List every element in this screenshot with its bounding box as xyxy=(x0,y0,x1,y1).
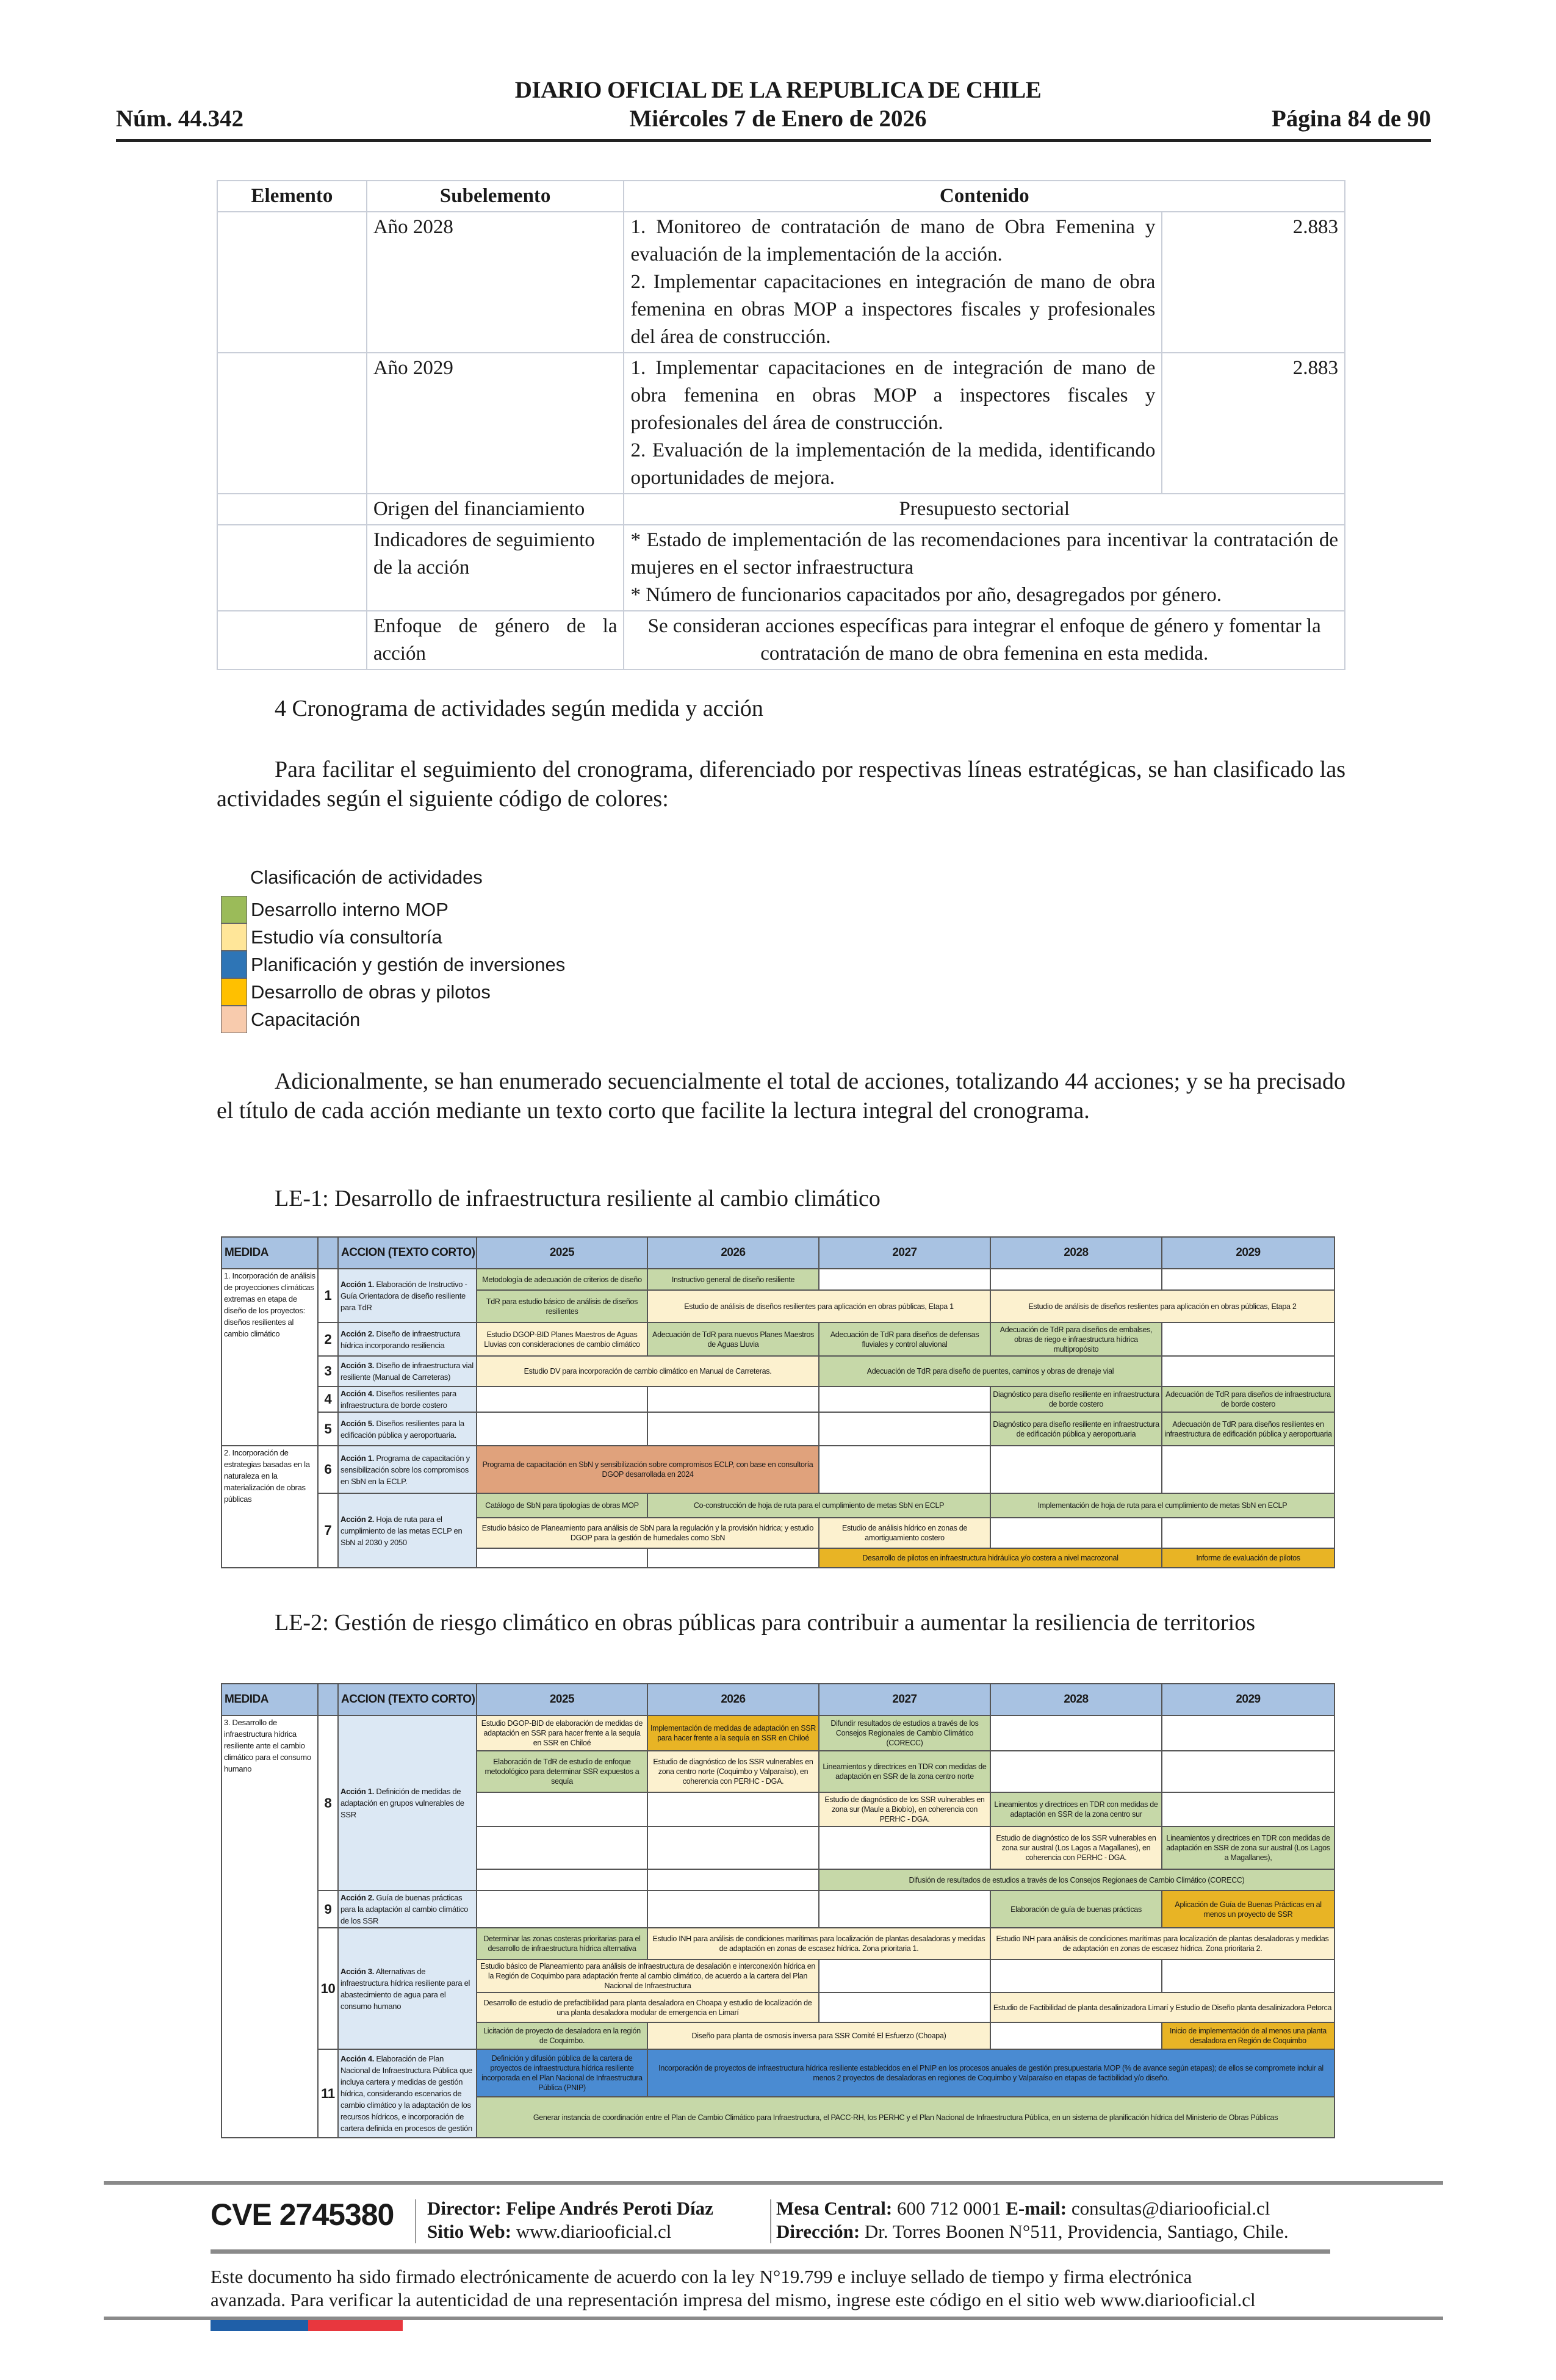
schedule-row xyxy=(222,1387,1334,1412)
col-subelemento: Subelemento xyxy=(367,181,624,212)
activity-cell: Elaboración de guía de buenas prácticas xyxy=(990,1891,1162,1928)
col-year: 2028 xyxy=(990,1237,1162,1269)
schedule-row xyxy=(222,2049,1334,2097)
color-swatch xyxy=(221,978,247,1006)
flag-red-stripe xyxy=(308,2320,403,2331)
activity-cell: Lineamientos y directrices en TDR con medidas de adaptación en SSR de la zona centro sur xyxy=(990,1792,1162,1826)
legend-item xyxy=(221,951,565,978)
phone: 600 712 0001 xyxy=(897,2198,1001,2219)
table-row xyxy=(217,212,1345,353)
address: Dr. Torres Boonen N°511, Providencia, Santiago, Chile. xyxy=(864,2221,1289,2242)
action-text: Hoja de ruta para el cumplimiento de las metas ECLP en SbN al 2030 y 2050 xyxy=(340,1514,463,1547)
medida-cell: 2. Incorporación de estrategias basadas en la naturaleza en la materialización de obras públicas xyxy=(222,1446,318,1568)
header-rule xyxy=(116,139,1431,142)
content-item: 1. Monitoreo de contratación de mano de Obra Femenina y evaluación de la implementación de la acción. xyxy=(630,216,1156,265)
action-text: Definición de medidas de adaptación en grupos vulnerables de SSR xyxy=(340,1787,464,1819)
empty-cell xyxy=(990,2022,1162,2049)
content-item: 1. Implementar capacitaciones en de integración de mano de obra femenina en obras MOP a inspectores fiscales y profesionales del área de construcción. xyxy=(630,357,1156,434)
activity-cell: Definición y difusión pública de la cartera de proyectos de infraestructura hídrica resiliente incorporada en el Plan Nacional de Infraestructura Pública (PNIP) xyxy=(477,2049,647,2097)
empty-cell xyxy=(990,1269,1162,1290)
activity-cell: Estudio de diagnóstico de los SSR vulnerables en zona sur (Maule a Biobío), en coherencia con PERHC - DGA. xyxy=(819,1792,990,1826)
contact-line: Mesa Central: 600 712 0001 E-mail: consultas@diariooficial.cl xyxy=(776,2198,1270,2219)
activity-cell: Lineamientos y directrices en TDR con medidas de adaptación en SSR de zona sur austral (Los Lagos a Magallanes), xyxy=(1162,1826,1334,1869)
content-value: Presupuesto sectorial xyxy=(624,494,1345,525)
action-label: Acción 1. xyxy=(340,1279,375,1289)
empty-cell xyxy=(819,1992,990,2022)
action-number: 1 xyxy=(318,1269,338,1322)
activity-cell: Licitación de proyecto de desaladora en la región de Coquimbo. xyxy=(477,2022,647,2049)
table-header-row xyxy=(222,1237,1334,1269)
medida-cell: 3. Desarrollo de infraestructura hídrica resiliente ante el cambio climático para el consumo humano xyxy=(222,1715,318,2138)
action-label: Acción 1. xyxy=(340,1787,375,1796)
col-year: 2029 xyxy=(1162,1684,1334,1715)
action-number: 8 xyxy=(318,1715,338,1891)
col-accion: ACCION (TEXTO CORTO) xyxy=(338,1237,477,1269)
empty-cell xyxy=(477,1891,647,1928)
activity-cell: Informe de evaluación de pilotos xyxy=(1162,1548,1334,1568)
action-cell xyxy=(338,1446,477,1493)
col-year: 2029 xyxy=(1162,1237,1334,1269)
activity-cell: Adecuación de TdR para diseños de defensas fluviales y control aluvional xyxy=(819,1322,990,1356)
action-cell xyxy=(338,1356,477,1387)
activity-cell: Estudio básico de Planeamiento para análisis de infraestructura de desalación e interconexión hídrica en la Región de Coquimbo para adaptación frente al cambio climático, de acuerdo a la cartera del Plan Nacional de Infraestructura xyxy=(477,1960,819,1992)
table-row xyxy=(217,525,1345,611)
empty-cell xyxy=(1162,1322,1334,1356)
director-name: Felipe Andrés Peroti Díaz xyxy=(506,2198,713,2219)
col-year: 2025 xyxy=(477,1237,647,1269)
legend-item xyxy=(221,978,565,1006)
table-row xyxy=(217,611,1345,669)
table-header-row xyxy=(217,181,1345,212)
activity-cell: Adecuación de TdR para diseños de embalses, obras de riego e infraestructura hídrica multipropósito xyxy=(990,1322,1162,1356)
activity-cell: Adecuación de TdR para diseños de infraestructura de borde costero xyxy=(1162,1387,1334,1412)
section-title: 4 Cronograma de actividades según medida y acción xyxy=(275,696,763,721)
empty-cell xyxy=(819,1269,990,1290)
empty-cell xyxy=(647,1548,819,1568)
legend-item xyxy=(221,1006,565,1033)
empty-cell xyxy=(647,1792,819,1826)
color-swatch xyxy=(221,1006,247,1033)
subelement: Origen del financiamiento xyxy=(367,494,624,525)
content-value: Se consideran acciones específicas para integrar el enfoque de género y fomentar la contratación de mano de obra femenina en esta medida. xyxy=(624,611,1345,669)
action-text: Alternativas de infraestructura hídrica resiliente para el abastecimiento de agua para el consumo humano xyxy=(340,1966,470,2011)
subelement: Enfoque de género de la acción xyxy=(367,611,624,669)
activity-cell: Estudio INH para análisis de condiciones marítimas para localización de plantas desaladoras y medidas de adaptación en zonas de escasez hídrica. Zona prioritaria 1. xyxy=(647,1928,990,1960)
empty-cell xyxy=(990,1446,1162,1493)
activity-cell: Estudio de análisis de diseños reslientes para aplicación en obras públicas, Etapa 2 xyxy=(990,1290,1334,1322)
empty-cell xyxy=(990,1751,1162,1792)
activity-cell: Estudio de diagnóstico de los SSR vulnerables en zona centro norte (Coquimbo y Valparaíso), en coherencia con PERHC - DGA. xyxy=(647,1751,819,1792)
empty-cell xyxy=(819,1960,990,1992)
action-text: Elaboración de Plan Nacional de Infraestructura Pública que incluya cartera y medidas de gestión hídrica, considerando escenarios de cambio climático y la adaptación de los recursos hídricos, e incorporación de cartera definida en procesos de gestión xyxy=(340,2054,472,2133)
legend-item xyxy=(221,896,565,923)
activity-cell: Estudio DGOP-BID Planes Maestros de Aguas Lluvias con consideraciones de cambio climático xyxy=(477,1322,647,1356)
action-cell xyxy=(338,1928,477,2049)
activity-cell: Estudio DGOP-BID de elaboración de medidas de adaptación en SSR para hacer frente a la sequía en SSR en Chiloé xyxy=(477,1715,647,1751)
schedule-row xyxy=(222,1715,1334,1751)
empty-cell xyxy=(990,1715,1162,1751)
empty-cell xyxy=(477,1387,647,1412)
medida-cell: 1. Incorporación de análisis de proyecciones climáticas extremas en etapa de diseño de los proyectos: diseños resilientes al cambio climático xyxy=(222,1269,318,1446)
action-text: Diseño de infraestructura hídrica incorporando resiliencia xyxy=(340,1329,461,1350)
empty-cell xyxy=(477,1412,647,1446)
action-label: Acción 4. xyxy=(340,1389,375,1398)
action-number: 2 xyxy=(318,1322,338,1356)
legend-title: Clasificación de actividades xyxy=(250,867,483,888)
action-number: 7 xyxy=(318,1493,338,1568)
action-number: 6 xyxy=(318,1446,338,1493)
empty-cell xyxy=(1162,1715,1334,1751)
action-cell xyxy=(338,1891,477,1928)
signature-notice: Este documento ha sido firmado electrónicamente de acuerdo con la ley N°19.799 e incluye sellado de tiempo y firma electrónica xyxy=(211,2266,1192,2287)
footer-rule xyxy=(211,2249,1330,2254)
col-number xyxy=(318,1684,338,1715)
col-number xyxy=(318,1237,338,1269)
empty-cell xyxy=(477,1792,647,1826)
col-medida: MEDIDA xyxy=(222,1684,318,1715)
activity-cell: Instructivo general de diseño resiliente xyxy=(647,1269,819,1290)
content-item: * Estado de implementación de las recomendaciones para incentivar la contratación de mujeres en el sector infraestructura xyxy=(630,529,1338,579)
issue-number: Núm. 44.342 xyxy=(116,106,244,132)
action-number: 4 xyxy=(318,1387,338,1412)
action-number: 11 xyxy=(318,2049,338,2138)
action-label: Acción 3. xyxy=(340,1361,375,1370)
activity-cell: Aplicación de Guía de Buenas Prácticas en al menos un proyecto de SSR xyxy=(1162,1891,1334,1928)
action-text: Elaboración de Instructivo - Guía Orientadora de diseño resiliente para TdR xyxy=(340,1279,467,1312)
table-row xyxy=(217,494,1345,525)
activity-cell: Implementación de medidas de adaptación en SSR para hacer frente a la sequía en SSR en Chiloé xyxy=(647,1715,819,1751)
empty-cell xyxy=(1162,1751,1334,1792)
empty-cell xyxy=(477,1826,647,1869)
action-number: 3 xyxy=(318,1356,338,1387)
activity-cell: Generar instancia de coordinación entre el Plan de Cambio Climático para Infraestructura, el PACC-RH, los PERHC y el Plan Nacional de Infraestructura Pública, en un sistema de planificación hídrica del Ministerio de Obras Públicas xyxy=(477,2097,1334,2138)
empty-cell xyxy=(1162,1356,1334,1387)
paragraph: Para facilitar el seguimiento del cronograma, diferenciado por respectivas líneas estratégicas, se han clasificado las actividades según el siguiente código de colores: xyxy=(217,757,1345,812)
issue-date: Miércoles 7 de Enero de 2026 xyxy=(629,106,927,132)
activity-cell: Desarrollo de estudio de prefactibilidad para planta desaladora en Choapa y estudio de localización de una planta desaladora modular de emergencia en Limarí xyxy=(477,1992,819,2022)
legend-item xyxy=(221,923,565,951)
activity-cell: Difusión de resultados de estudios a través de los Consejos Regionaes de Cambio Climático (CORECC) xyxy=(819,1869,1334,1891)
director-line: Director: Felipe Andrés Peroti Díaz xyxy=(427,2198,713,2219)
activity-cell: Diagnóstico para diseño resiliente en infraestructura de borde costero xyxy=(990,1387,1162,1412)
action-text: Diseño de infraestructura vial resiliente (Manual de Carreteras) xyxy=(340,1361,474,1382)
activity-cell: Elaboración de TdR de estudio de enfoque metodológico para determinar SSR expuestos a sequía xyxy=(477,1751,647,1792)
empty-cell xyxy=(819,1826,990,1869)
action-cell xyxy=(338,1493,477,1568)
activity-cell: Co-construcción de hoja de ruta para el cumplimiento de metas SbN en ECLP xyxy=(647,1493,990,1518)
col-year: 2027 xyxy=(819,1684,990,1715)
website-line: Sitio Web: www.diariooficial.cl xyxy=(427,2221,672,2242)
table-row xyxy=(217,353,1345,494)
activity-cell: Inicio de implementación de al menos una planta desaladora en Región de Coquimbo xyxy=(1162,2022,1334,2049)
le1-title: LE-1: Desarrollo de infraestructura resiliente al cambio climático xyxy=(275,1186,881,1211)
activity-cell: Determinar las zonas costeras prioritarias para el desarrollo de infraestructura hídrica alternativa xyxy=(477,1928,647,1960)
activity-cell: Incorporación de proyectos de infraestructura hídrica resiliente establecidos en el PNIP en los procesos anuales de gestión presupuestaria MOP (% de avance según etapas); de ellos se compromete incluir al menos 2 proyectos de desaladoras en regiones de Coquimbo y Valparaíso en etapas de factibilidad y/o diseño. xyxy=(647,2049,1334,2097)
content-item: * Número de funcionarios capacitados por año, desagregados por género. xyxy=(630,584,1222,606)
activity-cell: Diseño para planta de osmosis inversa para SSR Comité El Esfuerzo (Choapa) xyxy=(647,2022,990,2049)
activity-cell: Diagnóstico para diseño resiliente en infraestructura de edificación pública y aeroportuaria xyxy=(990,1412,1162,1446)
le2-title: LE-2: Gestión de riesgo climático en obras públicas para contribuir a aumentar la resiliencia de territorios xyxy=(275,1610,1256,1635)
le1-schedule-table xyxy=(221,1236,1335,1568)
action-text: Guía de buenas prácticas para la adaptación al cambio climático de los SSR xyxy=(340,1893,468,1925)
schedule-row xyxy=(222,1928,1334,1960)
action-label: Acción 1. xyxy=(340,1453,375,1463)
legend-label: Desarrollo de obras y pilotos xyxy=(251,981,491,1003)
email-link[interactable]: consultas@diariooficial.cl xyxy=(1071,2198,1270,2219)
activity-cell: Desarrollo de pilotos en infraestructura hidráulica y/o costera a nivel macrozonal xyxy=(819,1548,1162,1568)
color-legend xyxy=(221,867,565,1033)
action-detail-table xyxy=(217,180,1345,670)
action-cell xyxy=(338,1269,477,1322)
subelement: Año 2029 xyxy=(367,353,624,494)
action-cell xyxy=(338,1412,477,1446)
action-number: 10 xyxy=(318,1928,338,2049)
col-year: 2026 xyxy=(647,1237,819,1269)
schedule-row xyxy=(222,1356,1334,1387)
empty-cell xyxy=(1162,1792,1334,1826)
activity-cell: Implementación de hoja de ruta para el cumplimiento de metas SbN en ECLP xyxy=(990,1493,1334,1518)
subelement: Año 2028 xyxy=(367,212,624,353)
content-item: 2. Implementar capacitaciones en integración de mano de obra femenina en obras MOP a inspectores fiscales y profesionales del área de construcción. xyxy=(630,271,1156,348)
activity-cell: Estudio de Factibilidad de planta desalinizadora Limarí y Estudio de Diseño planta desalinizadora Petorca xyxy=(990,1992,1334,2022)
activity-cell: Estudio básico de Planeamiento para análisis de SbN para la regulación y la provisión hídrica; y estudio DGOP para la gestión de humedales como SbN xyxy=(477,1518,819,1548)
empty-cell xyxy=(1162,1518,1334,1548)
empty-cell xyxy=(819,1891,990,1928)
empty-cell xyxy=(477,1869,647,1891)
le2-schedule-table xyxy=(221,1683,1335,2138)
empty-cell xyxy=(819,1412,990,1446)
flag-blue-stripe xyxy=(211,2320,308,2331)
schedule-row xyxy=(222,1322,1334,1356)
action-cell xyxy=(338,1715,477,1891)
legend-label: Estudio vía consultoría xyxy=(251,926,442,948)
divider xyxy=(415,2199,416,2243)
activity-cell: Adecuación de TdR para diseños resilientes en infraestructura de edificación pública y aeroportuaria xyxy=(1162,1412,1334,1446)
cve-code: CVE 2745380 xyxy=(211,2198,394,2232)
activity-cell: Estudio de análisis de diseños resilientes para aplicación en obras públicas, Etapa 1 xyxy=(647,1290,990,1322)
activity-cell: Metodología de adecuación de criterios de diseño xyxy=(477,1269,647,1290)
schedule-row xyxy=(222,1412,1334,1446)
activity-cell: Estudio DV para incorporación de cambio climático en Manual de Carreteras. xyxy=(477,1356,819,1387)
empty-cell xyxy=(1162,1446,1334,1493)
signature-notice: avanzada. Para verificar la autenticidad de una representación impresa del mismo, ingrese este código en el sitio web www.diariooficial.cl xyxy=(211,2289,1256,2310)
empty-cell xyxy=(477,1548,647,1568)
activity-cell: Lineamientos y directrices en TDR con medidas de adaptación en SSR de la zona centro norte xyxy=(819,1751,990,1792)
action-text: Diseños resilientes para infraestructura de borde costero xyxy=(340,1389,456,1410)
legend-label: Desarrollo interno MOP xyxy=(251,898,448,920)
empty-cell xyxy=(647,1869,819,1891)
color-swatch xyxy=(221,896,247,923)
empty-cell xyxy=(819,1387,990,1412)
divider xyxy=(770,2199,771,2243)
empty-cell xyxy=(647,1826,819,1869)
action-label: Acción 3. xyxy=(340,1966,375,1976)
col-medida: MEDIDA xyxy=(222,1237,318,1269)
col-elemento: Elemento xyxy=(217,181,367,212)
col-year: 2028 xyxy=(990,1684,1162,1715)
activity-cell: Adecuación de TdR para diseño de puentes, caminos y obras de drenaje vial xyxy=(819,1356,1162,1387)
subelement: Indicadores de seguimiento de la acción xyxy=(367,525,624,611)
amount: 2.883 xyxy=(1162,212,1345,353)
activity-cell: Estudio INH para análisis de condiciones marítimas para localización de plantas desaladoras y medidas de adaptación en zonas de escasez hídrica. Zona prioritaria 2. xyxy=(990,1928,1334,1960)
action-text: Programa de capacitación y sensibilización sobre los compromisos en SbN en la ECLP. xyxy=(340,1453,470,1486)
action-label: Acción 5. xyxy=(340,1418,375,1428)
col-year: 2027 xyxy=(819,1237,990,1269)
action-number: 9 xyxy=(318,1891,338,1928)
schedule-row xyxy=(222,1446,1334,1493)
amount: 2.883 xyxy=(1162,353,1345,494)
activity-cell: TdR para estudio básico de análisis de diseños resilientes xyxy=(477,1290,647,1322)
empty-cell xyxy=(819,1446,990,1493)
website-link[interactable]: www.diariooficial.cl xyxy=(516,2221,672,2242)
action-cell xyxy=(338,2049,477,2138)
table-header-row xyxy=(222,1684,1334,1715)
col-contenido: Contenido xyxy=(624,181,1345,212)
empty-cell xyxy=(990,1960,1162,1992)
color-swatch xyxy=(221,923,247,951)
action-number: 5 xyxy=(318,1412,338,1446)
col-accion: ACCION (TEXTO CORTO) xyxy=(338,1684,477,1715)
empty-cell xyxy=(647,1387,819,1412)
empty-cell xyxy=(647,1891,819,1928)
activity-cell: Adecuación de TdR para nuevos Planes Maestros de Aguas Lluvia xyxy=(647,1322,819,1356)
page-number: Página 84 de 90 xyxy=(1271,106,1431,132)
action-label: Acción 2. xyxy=(340,1893,375,1902)
activity-cell: Estudio de análisis hídrico en zonas de amortiguamiento costero xyxy=(819,1518,990,1548)
action-label: Acción 2. xyxy=(340,1514,375,1524)
activity-cell: Programa de capacitación en SbN y sensibilización sobre compromisos ECLP, con base en consultoría DGOP desarrollada en 2024 xyxy=(477,1446,819,1493)
empty-cell xyxy=(647,1412,819,1446)
action-label: Acción 4. xyxy=(340,2054,375,2063)
empty-cell xyxy=(990,1518,1162,1548)
schedule-row xyxy=(222,1891,1334,1928)
legend-label: Planificación y gestión de inversiones xyxy=(251,953,566,975)
schedule-row xyxy=(222,1269,1334,1290)
activity-cell: Estudio de diagnóstico de los SSR vulnerables en zona sur austral (Los Lagos a Magallanes), en coherencia con PERHC - DGA. xyxy=(990,1826,1162,1869)
empty-cell xyxy=(1162,1960,1334,1992)
action-cell xyxy=(338,1322,477,1356)
address-line: Dirección: Dr. Torres Boonen N°511, Providencia, Santiago, Chile. xyxy=(776,2221,1289,2242)
activity-cell: Catálogo de SbN para tipologías de obras MOP xyxy=(477,1493,647,1518)
paragraph: Adicionalmente, se han enumerado secuencialmente el total de acciones, totalizando 44 acciones; y se ha precisado el título de cada acción mediante un texto corto que facilite la lectura integral del cronograma. xyxy=(217,1069,1345,1123)
col-year: 2025 xyxy=(477,1684,647,1715)
legend-label: Capacitación xyxy=(251,1008,361,1030)
col-year: 2026 xyxy=(647,1684,819,1715)
activity-cell: Difundir resultados de estudios a través de los Consejos Regionales de Cambio Climático (CORECC) xyxy=(819,1715,990,1751)
schedule-row xyxy=(222,1493,1334,1518)
action-text: Diseños resilientes para la edificación pública y aeroportuaria. xyxy=(340,1418,464,1440)
action-label: Acción 2. xyxy=(340,1329,375,1338)
newspaper-title: DIARIO OFICIAL DE LA REPUBLICA DE CHILE xyxy=(514,77,1042,103)
footer-rule xyxy=(104,2181,1443,2185)
content-item: 2. Evaluación de la implementación de la medida, identificando oportunidades de mejora. xyxy=(630,439,1156,489)
empty-cell xyxy=(1162,1269,1334,1290)
color-swatch xyxy=(221,951,247,978)
action-cell xyxy=(338,1387,477,1412)
